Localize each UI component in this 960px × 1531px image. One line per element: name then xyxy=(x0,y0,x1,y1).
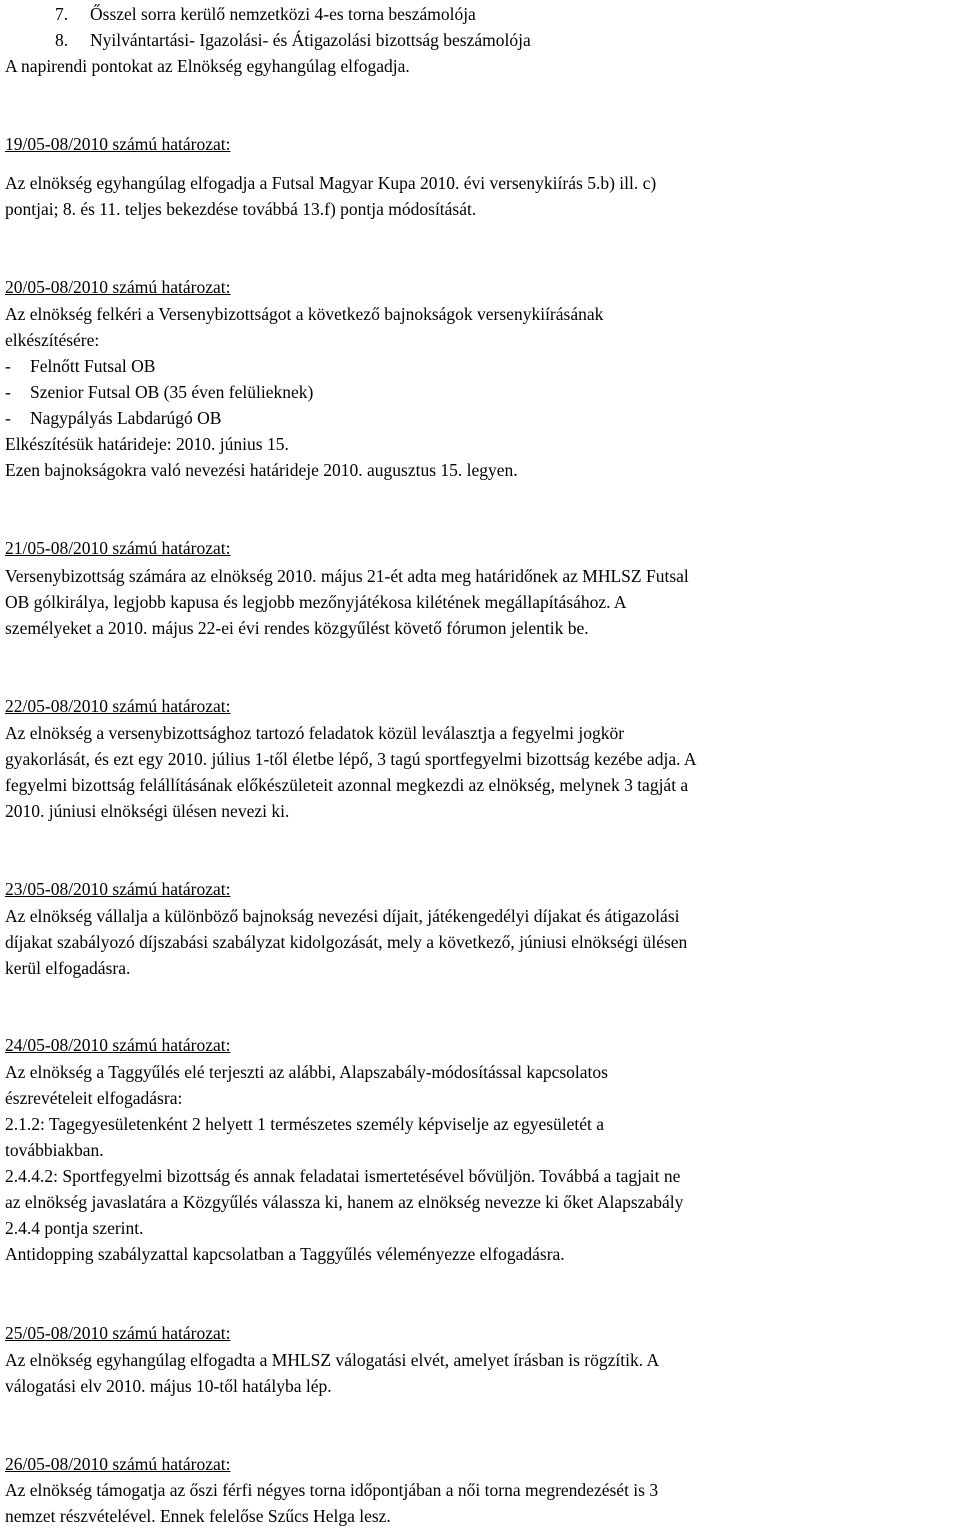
resolution-text-line: az elnökség javaslatára a Közgyűlés válassza ki, hanem az elnökség nevezze ki őket Alapszabály xyxy=(5,1192,684,1212)
resolution-heading-20: 20/05-08/2010 számú határozat: xyxy=(5,277,231,297)
resolution-text-line: észrevételeit elfogadásra: xyxy=(5,1088,183,1108)
resolution-text-line: Az elnökség a Taggyűlés elé terjeszti az alábbi, Alapszabály-módosítással kapcsolatos xyxy=(5,1062,608,1082)
resolution-text-line: 2.4.4.2: Sportfegyelmi bizottság és annak feladatai ismertetésével bővüljön. Továbbá a tagjait ne xyxy=(5,1166,681,1186)
list-item-text: Szenior Futsal OB (35 éven felülieknek) xyxy=(30,382,314,402)
agenda-item-8: 8. Nyilvántartási- Igazolási- és Átigazolási bizottság beszámolója xyxy=(55,30,531,50)
resolution-heading-24: 24/05-08/2010 számú határozat: xyxy=(5,1035,231,1055)
resolution-text-line: pontjai; 8. és 11. teljes bekezdése továbbá 13.f) pontja módosítását. xyxy=(5,199,477,219)
resolution-text-line: nemzet részvételével. Ennek felelőse Szűcs Helga lesz. xyxy=(5,1506,391,1526)
resolution-heading-21: 21/05-08/2010 számú határozat: xyxy=(5,538,231,558)
list-item-text: Nagypályás Labdarúgó OB xyxy=(30,408,222,428)
resolution-text-line: 2.4.4 pontja szerint. xyxy=(5,1218,144,1238)
resolution-heading-22: 22/05-08/2010 számú határozat: xyxy=(5,696,231,716)
resolution-heading-19: 19/05-08/2010 számú határozat: xyxy=(5,134,231,154)
resolution-text-line: 2010. júniusi elnökségi ülésen nevezi ki. xyxy=(5,801,290,821)
resolution-text-line: Versenybizottság számára az elnökség 2010. május 21-ét adta meg határidőnek az MHLSZ Futsal xyxy=(5,566,689,586)
resolution-text-line: Az elnökség vállalja a különböző bajnokság nevezési díjait, játékengedélyi díjakat és átigazolási xyxy=(5,906,680,926)
list-item xyxy=(5,379,313,405)
resolution-text-line: Az elnökség támogatja az őszi férfi négyes torna időpontjában a női torna megrendezését is 3 xyxy=(5,1480,659,1500)
resolution-text-line: díjakat szabályozó díjszabási szabályzat kidolgozását, mely a következő, júniusi elnökségi ülésen xyxy=(5,932,688,952)
resolution-text-line: elkészítésére: xyxy=(5,330,100,350)
resolution-text-line: Ezen bajnokságokra való nevezési határideje 2010. augusztus 15. legyen. xyxy=(5,460,518,480)
resolution-text-line: 2.1.2: Tagegyesületenként 2 helyett 1 természetes személy képviselje az egyesületét a xyxy=(5,1114,605,1134)
resolution-text-line: kerül elfogadásra. xyxy=(5,958,131,978)
resolution-text-line: Antidopping szabályzattal kapcsolatban a Taggyűlés véleményezze elfogadásra. xyxy=(5,1244,565,1264)
agenda-item-7: 7. Ősszel sorra kerülő nemzetközi 4-es torna beszámolója xyxy=(55,4,476,24)
resolution-text-line: válogatási elv 2010. május 10-től hatályba lép. xyxy=(5,1376,332,1396)
resolution-text-line: fegyelmi bizottság felállításának előkészületeit azonnal megkezdi az elnökség, melynek 3 tagját a xyxy=(5,775,689,795)
resolution-text-line: Az elnökség a versenybizottsághoz tartozó feladatok közül leválasztja a fegyelmi jogkör xyxy=(5,723,625,743)
list-dash: - xyxy=(5,382,11,402)
resolution-heading-25: 25/05-08/2010 számú határozat: xyxy=(5,1323,231,1343)
list-item xyxy=(5,353,155,379)
list-item-text: Felnőtt Futsal OB xyxy=(30,356,156,376)
resolution-text-line: gyakorlását, és ezt egy 2010. július 1-től életbe lépő, 3 tagú sportfegyelmi bizottság kezébe adja. A xyxy=(5,749,697,769)
resolution-text-line: Az elnökség egyhangúlag elfogadta a MHLSZ válogatási elvét, amelyet írásban is rögzítik. A xyxy=(5,1350,660,1370)
resolution-text-line: személyeket a 2010. május 22-ei évi rendes közgyűlést követő fórumon jelentik be. xyxy=(5,618,589,638)
resolution-text-line: Elkészítésük határideje: 2010. június 15. xyxy=(5,434,289,454)
resolution-heading-26: 26/05-08/2010 számú határozat: xyxy=(5,1454,231,1474)
resolution-text-line: OB gólkirálya, legjobb kapusa és legjobb mezőnyjátékosa kilétének megállapításához. A xyxy=(5,592,627,612)
resolution-heading-23: 23/05-08/2010 számú határozat: xyxy=(5,879,231,899)
resolution-text-line: Az elnökség felkéri a Versenybizottságot a következő bajnokságok versenykiírásának xyxy=(5,304,604,324)
agenda-note: A napirendi pontokat az Elnökség egyhangúlag elfogadja. xyxy=(5,56,410,76)
list-dash: - xyxy=(5,408,11,428)
resolution-text-line: továbbiakban. xyxy=(5,1140,104,1160)
list-item xyxy=(5,405,221,431)
resolution-text-line: Az elnökség egyhangúlag elfogadja a Futsal Magyar Kupa 2010. évi versenykiírás 5.b) ill. c) xyxy=(5,173,657,193)
list-dash: - xyxy=(5,356,11,376)
